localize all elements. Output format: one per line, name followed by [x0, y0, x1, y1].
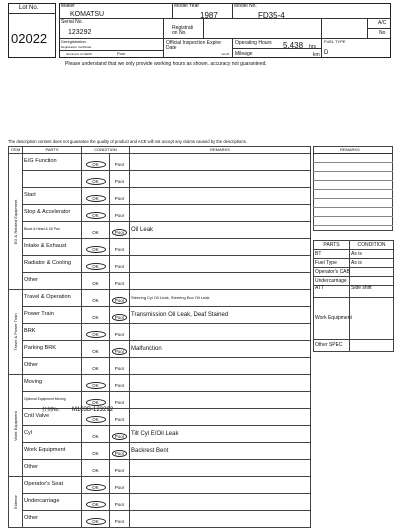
remark-cell [130, 188, 311, 205]
poor-mark: Poor [114, 247, 125, 252]
fuel-type-value: D [324, 50, 329, 56]
part-name-cell: Operator's Seat [23, 477, 82, 494]
poor-cell [110, 494, 130, 511]
poor-cell [110, 426, 130, 443]
remark-cell: Tilt Cyl E/Oil Leak [130, 426, 311, 443]
remarks-rule-line [313, 162, 393, 163]
poor-cell [110, 460, 130, 477]
remark-cell [130, 273, 311, 290]
poor-cell [110, 307, 130, 324]
hrs-label: hrs [309, 44, 316, 50]
poor-cell [110, 341, 130, 358]
ok-mark: OK [92, 281, 99, 286]
deregistration-label: Deregistration [61, 39, 86, 44]
model-no-label: Model No. [234, 3, 257, 9]
poor-cell [110, 290, 130, 307]
ok-mark: OK [86, 501, 106, 508]
ok-mark: OK [86, 161, 106, 168]
item-group-label: Travel & Power Train [12, 313, 18, 351]
month-label: month [221, 52, 230, 56]
remark-cell: Steering Cyl Oil Leak, Steering Box Oil Leak [130, 290, 311, 307]
table-row [9, 222, 311, 239]
item-group-cell [9, 154, 23, 290]
poor-cell [110, 273, 130, 290]
table-row [9, 460, 311, 477]
ok-cell [82, 460, 110, 477]
ok-cell [82, 307, 110, 324]
remark-cell: Backrest Bent [130, 443, 311, 460]
poor-cell [110, 239, 130, 256]
document-label: document of CEMA [66, 52, 93, 56]
ok-mark: OK [86, 178, 106, 185]
ok-mark: OK [86, 263, 106, 270]
table-row [9, 375, 311, 392]
poor-mark: Poor [112, 450, 128, 457]
poor-mark: Poor [114, 196, 125, 201]
poor-mark: Poor [112, 433, 128, 440]
inspection-table [8, 146, 311, 528]
parts-col-header: PARTS [314, 241, 350, 250]
remark-cell [130, 358, 311, 375]
parts-row [314, 286, 394, 298]
ok-cell [82, 222, 110, 239]
ok-mark: OK [86, 246, 106, 253]
ok-mark: OK [92, 315, 99, 320]
table-row [9, 154, 311, 171]
part-name-cell: Undercarriage [23, 494, 82, 511]
parts-condition-cell [350, 340, 394, 352]
parts-name-cell: ATT [314, 286, 350, 298]
ok-cell [82, 171, 110, 188]
part-name-cell [23, 171, 82, 188]
table-row [9, 443, 311, 460]
remark-cell [130, 494, 311, 511]
poor-mark: Poor [114, 332, 125, 337]
ok-mark: OK [92, 468, 99, 473]
item-group-cell [9, 375, 23, 477]
part-name-cell: Other [23, 273, 82, 290]
registration-label: Registrati on No. [172, 25, 194, 36]
ok-cell [82, 290, 110, 307]
document-value: Poor [117, 51, 126, 56]
fuel-type-label: FUEL TYPE [324, 39, 346, 44]
ok-cell [82, 341, 110, 358]
table-row [9, 392, 311, 409]
remark-cell [130, 511, 311, 528]
poor-mark: Poor [114, 179, 125, 184]
stamp-no-value: M103B-123292 [72, 407, 114, 413]
parts-name-cell: BT [314, 250, 350, 259]
ok-mark: OK [92, 434, 99, 439]
poor-mark: Poor [114, 213, 125, 218]
remark-cell [130, 239, 311, 256]
table-row [9, 239, 311, 256]
poor-mark: Poor [114, 417, 125, 422]
poor-cell [110, 358, 130, 375]
part-name-cell: Moving [23, 375, 82, 392]
table-row [9, 426, 311, 443]
remarks-rule-line [313, 225, 393, 226]
poor-cell [110, 205, 130, 222]
remark-cell [130, 171, 311, 188]
ok-cell [82, 392, 110, 409]
hours-notice: Please understand that we only provide working hours as shown. accuracy not guaranteed. [65, 61, 267, 67]
stamp-no-label: 打刻No. [42, 407, 60, 413]
ok-mark: OK [92, 298, 99, 303]
ok-mark: OK [86, 195, 106, 202]
poor-cell [110, 477, 130, 494]
maker-value: KOMATSU [70, 11, 105, 18]
poor-cell [110, 324, 130, 341]
table-row [9, 494, 311, 511]
lot-number: 02022 [11, 31, 48, 46]
parts-name-cell: Other SPEC [314, 340, 350, 352]
parts-condition-cell [350, 298, 394, 340]
poor-cell [110, 222, 130, 239]
ok-mark: OK [92, 366, 99, 371]
model-year-value: 1987 [200, 11, 218, 20]
part-name-cell: Parking BRK [23, 341, 82, 358]
poor-mark: Poor [114, 383, 125, 388]
poor-mark: Poor [114, 485, 125, 490]
remark-cell [130, 409, 311, 426]
poor-mark: Poor [114, 502, 125, 507]
table-row [9, 307, 311, 324]
ok-mark: OK [86, 416, 106, 423]
serial-value: 123292 [68, 29, 92, 36]
remark-cell [130, 154, 311, 171]
mileage-label: Mileage [235, 51, 253, 57]
part-name-cell: Cyl [23, 426, 82, 443]
ok-mark: OK [86, 331, 106, 338]
poor-mark: Poor [112, 314, 128, 321]
model-year-label: Model Year [174, 3, 200, 9]
parts-condition-cell: As is [350, 259, 394, 268]
poor-mark: Poor [114, 264, 125, 269]
ok-mark: OK [86, 399, 106, 406]
item-group-label: Work Equipment [12, 410, 18, 441]
part-name-cell: Travel & Operation [23, 290, 82, 307]
ok-cell [82, 358, 110, 375]
poor-cell [110, 154, 130, 171]
part-name-cell: Cntl Valve [23, 409, 82, 426]
right-remarks-lines [313, 153, 393, 231]
parts-row [314, 340, 394, 352]
operating-hours-value: 5,438 [283, 41, 304, 50]
parts-row [314, 250, 394, 259]
remark-cell [130, 256, 311, 273]
part-name-cell: Intake & Exhaust [23, 239, 82, 256]
deregistration-sub: Registration Certificate [61, 45, 92, 49]
part-name-cell: BRK [23, 324, 82, 341]
serial-label: Serial No. [61, 19, 83, 25]
lot-label: Lot No. [19, 5, 39, 11]
remark-cell: Transmission Oil Leak, Deaf Stained [130, 307, 311, 324]
table-row [9, 273, 311, 290]
remarks-rule-line [313, 207, 393, 208]
poor-mark: Poor [112, 297, 128, 304]
table-row [9, 188, 311, 205]
poor-mark: Poor [114, 400, 125, 405]
ok-cell [82, 273, 110, 290]
right-remarks-title: REMARKS [340, 147, 360, 152]
remarks-rule-line [313, 171, 393, 172]
operating-hours-label: Operating Hours [235, 40, 272, 46]
table-row [9, 290, 311, 307]
ac-label: A/C [378, 20, 387, 26]
ok-mark: OK [92, 230, 99, 235]
parts-name-cell: Undercarriage [314, 277, 350, 286]
remark-cell: Oil Leak [130, 222, 311, 239]
parts-row [314, 259, 394, 268]
maker-label: Maker [61, 3, 75, 9]
poor-mark: Poor [114, 468, 125, 473]
remarks-rule-line [313, 180, 393, 181]
poor-cell [110, 375, 130, 392]
parts-condition-table [313, 240, 394, 352]
table-row [9, 477, 311, 494]
col-condition-header: CONDITION [82, 147, 130, 154]
ok-cell [82, 426, 110, 443]
poor-cell [110, 392, 130, 409]
poor-mark: Poor [112, 229, 128, 236]
part-name-cell: Start [23, 188, 82, 205]
part-name-cell: Stop & Accelerator [23, 205, 82, 222]
parts-row [314, 268, 394, 277]
table-row [9, 511, 311, 528]
table-row [9, 358, 311, 375]
part-name-cell: Work Equipment [23, 443, 82, 460]
ok-cell [82, 154, 110, 171]
parts-row [314, 298, 394, 340]
table-row [9, 171, 311, 188]
remark-cell [130, 460, 311, 477]
part-name-cell: Radiator & Cooling [23, 256, 82, 273]
km-label: km [313, 52, 320, 58]
ok-cell [82, 511, 110, 528]
ok-mark: OK [92, 451, 99, 456]
remark-cell: Malfunction [130, 341, 311, 358]
remark-cell [130, 324, 311, 341]
remarks-rule-line [313, 216, 393, 217]
condition-col-header: CONDITION [350, 241, 394, 250]
poor-cell [110, 171, 130, 188]
remarks-rule-line [313, 189, 393, 190]
remark-cell [130, 375, 311, 392]
item-group-cell [9, 290, 23, 375]
parts-name-cell: Fuel Type [314, 259, 350, 268]
ok-mark: OK [86, 212, 106, 219]
poor-cell [110, 256, 130, 273]
part-name-cell: Power Train [23, 307, 82, 324]
poor-mark: Poor [112, 348, 128, 355]
item-group-label: Exterior [12, 495, 18, 509]
part-name-cell: Optional Equipment Moving [23, 392, 82, 409]
poor-cell [110, 511, 130, 528]
part-name-cell: Other [23, 358, 82, 375]
ok-mark: OK [86, 518, 106, 525]
poor-mark: Poor [114, 366, 125, 371]
ok-cell [82, 256, 110, 273]
poor-cell [110, 443, 130, 460]
ok-mark: OK [86, 484, 106, 491]
table-row [9, 256, 311, 273]
part-name-cell: Block & Head & Oil Pan [23, 222, 82, 239]
item-group-label: EG & Related Equipment [12, 199, 18, 244]
poor-mark: Poor [114, 281, 125, 286]
table-row [9, 324, 311, 341]
col-remarks-header: REMARKS [130, 147, 311, 154]
remark-cell [130, 205, 311, 222]
parts-name-cell: Work Equipment [314, 298, 350, 340]
ac-value: No [379, 30, 386, 36]
disclaimer-text: The description content does not guarantee the quality of product and ACE will not accept any claims caused by the descriptions. [8, 139, 247, 144]
table-row [9, 205, 311, 222]
col-parts-header: PARTS [23, 147, 82, 154]
item-group-cell [9, 477, 23, 528]
ok-cell [82, 205, 110, 222]
part-name-cell: Other [23, 511, 82, 528]
part-name-cell: E/G Function [23, 154, 82, 171]
ok-cell [82, 239, 110, 256]
ok-mark: OK [86, 382, 106, 389]
model-no-value: FD35-4 [258, 11, 285, 20]
ok-cell [82, 324, 110, 341]
parts-condition-cell: Side shift [350, 286, 394, 298]
col-item-header: ITEM [9, 147, 23, 154]
poor-cell [110, 188, 130, 205]
ok-cell [82, 494, 110, 511]
parts-name-cell: Operator's CAB [315, 268, 350, 275]
ok-cell [82, 188, 110, 205]
ok-cell [82, 375, 110, 392]
remark-cell [130, 392, 311, 409]
remarks-rule-line [313, 198, 393, 199]
ok-mark: OK [92, 349, 99, 354]
parts-condition-cell: As is [350, 250, 394, 259]
part-name-cell: Other [23, 460, 82, 477]
parts-condition-cell [350, 268, 394, 277]
ok-cell [82, 443, 110, 460]
poor-mark: Poor [114, 519, 125, 524]
ok-cell [82, 477, 110, 494]
table-row [9, 341, 311, 358]
poor-mark: Poor [114, 162, 125, 167]
inspection-label: Official Inspection Expire Date [166, 40, 221, 51]
remark-cell [130, 477, 311, 494]
